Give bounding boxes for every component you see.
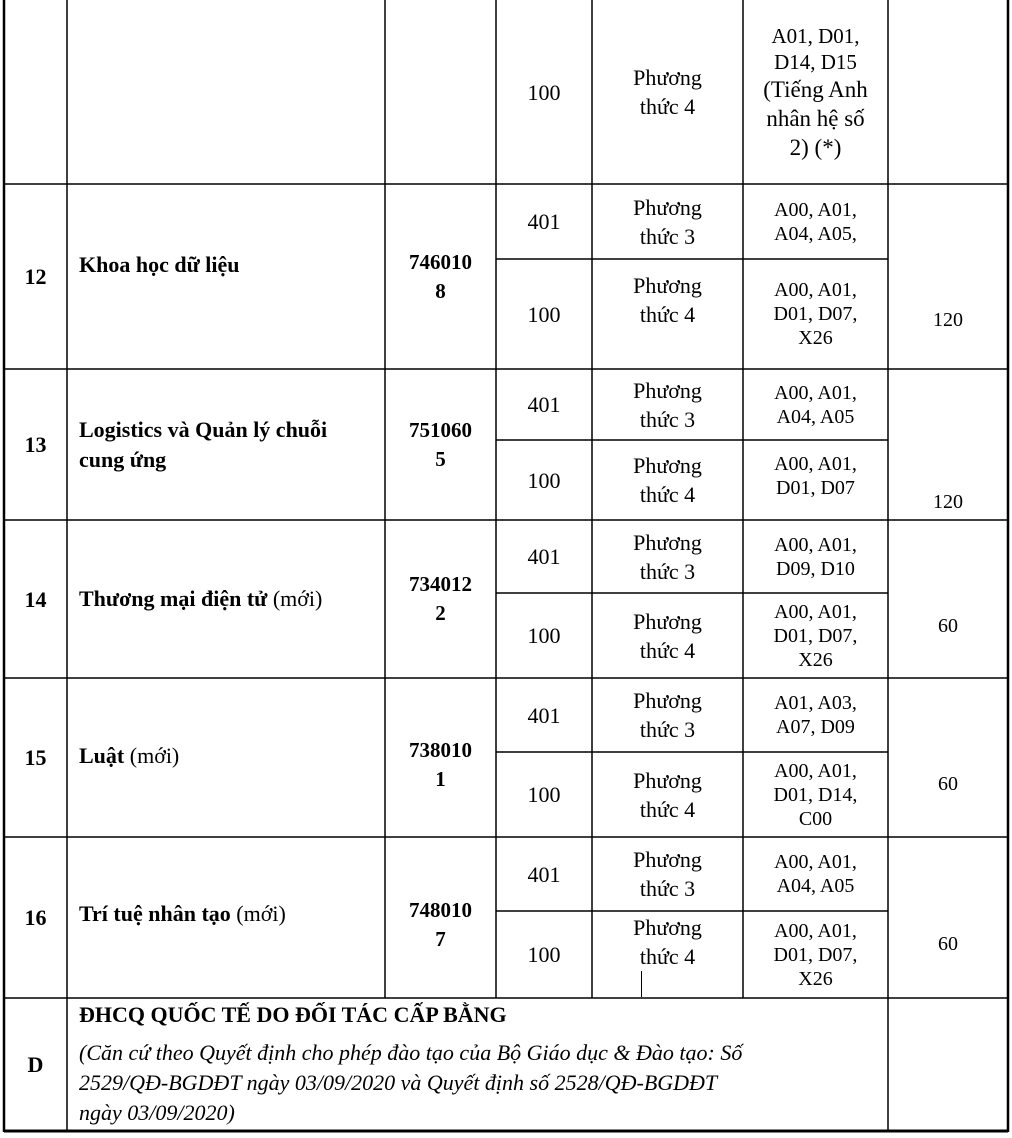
top-method: Phương thức 4 [633,65,702,119]
row-16-method-2: Phương thức 4 [592,911,743,998]
row-13-target: 120 [933,490,963,513]
row-12-name: Khoa học dữ liệu [79,251,240,277]
row-13-combos-1: A00, A01, A04, A05 [774,381,857,428]
row-12-method-1: Phương thức 3 [633,194,702,249]
row-15-combos-2: A00, A01, D01, D14, C00 [773,759,858,830]
row-12-target: 120 [933,308,963,331]
row-16-method-1: Phương thức 3 [633,847,702,901]
row-13-stt: 13 [24,432,47,457]
row-16-combos-1: A00, A01, A04, A05 [774,851,857,897]
section-d-note: (Căn cứ theo Quyết định cho phép đào tạo của Bộ Giáo dục & Đào tạo: Số 2529/QĐ-BGDĐT ngày 03/09/2020 và Quyết định số 2528/QĐ-BGDĐT ngày 03/09/2020) [79,1040,743,1125]
row-16-code: 748010 7 [409,897,472,951]
row-15-code: 738010 1 [409,737,472,791]
row-13-quota-2: 100 [527,467,561,493]
row-15-quota-2: 100 [527,782,561,807]
row-12-combos-1: A00, A01, A04, A05, [774,198,857,245]
row-14-quota-1: 401 [527,544,561,569]
row-14-name: Thương mại điện tử (mới) [79,586,323,611]
row-14-combos-1: A00, A01, D09, D10 [774,533,857,580]
row-16-name: Trí tuệ nhân tạo (mới) [79,900,286,926]
row-14-method-2: Phương thức 4 [633,608,702,663]
text-cursor [641,971,642,997]
row-12-method-2: Phương thức 4 [633,273,702,327]
row-12-stt: 12 [24,264,47,289]
row-12-quota-2: 100 [527,301,561,327]
row-14-code: 734012 2 [409,572,472,625]
row-12-quota-1: 401 [527,209,561,234]
section-d-label: D [27,1052,44,1077]
row-14-method-1: Phương thức 3 [633,529,702,584]
row-13-quota-1: 401 [527,392,561,417]
top-combos: A01, D01, D14, D15 (Tiếng Anh nhân hệ số 2) (*) [763,23,868,160]
row-12-combos-2: A00, A01, D01, D07, X26 [773,279,858,349]
row-16-quota-1: 401 [527,861,561,887]
row-15-target: 60 [938,772,958,795]
top-quota: 100 [527,79,561,105]
row-14-target: 60 [938,614,958,637]
row-15-name: Luật (mới) [79,742,180,768]
row-13-method-2: Phương thức 4 [633,453,702,507]
row-16-quota-2: 100 [527,942,561,967]
row-16-stt: 16 [24,905,47,930]
row-15-quota-1: 401 [527,702,561,728]
row-15-method-1: Phương thức 3 [633,688,702,742]
row-13-code: 751060 5 [409,417,472,471]
row-15-combos-1: A01, A03, A07, D09 [774,692,857,738]
row-14-combos-2: A00, A01, D01, D07, X26 [773,600,858,671]
row-14-stt: 14 [24,586,47,612]
row-13-combos-2: A00, A01, D01, D07 [774,453,857,499]
row-13-method-1: Phương thức 3 [633,377,702,432]
row-13-name: Logistics và Quản lý chuỗi cung ứng [79,416,328,472]
section-d-content [79,1000,879,1128]
row-12-code: 746010 8 [409,249,472,303]
row-15-method-2: Phương thức 4 [633,767,702,822]
section-d-title: ĐHCQ QUỐC TẾ DO ĐỐI TÁC CẤP BẰNG [79,1002,507,1027]
row-16-target: 60 [938,932,958,955]
row-14-quota-2: 100 [527,623,561,648]
row-16-combos-2: A00, A01, D01, D07, X26 [773,919,858,990]
row-15-stt: 15 [24,745,47,770]
